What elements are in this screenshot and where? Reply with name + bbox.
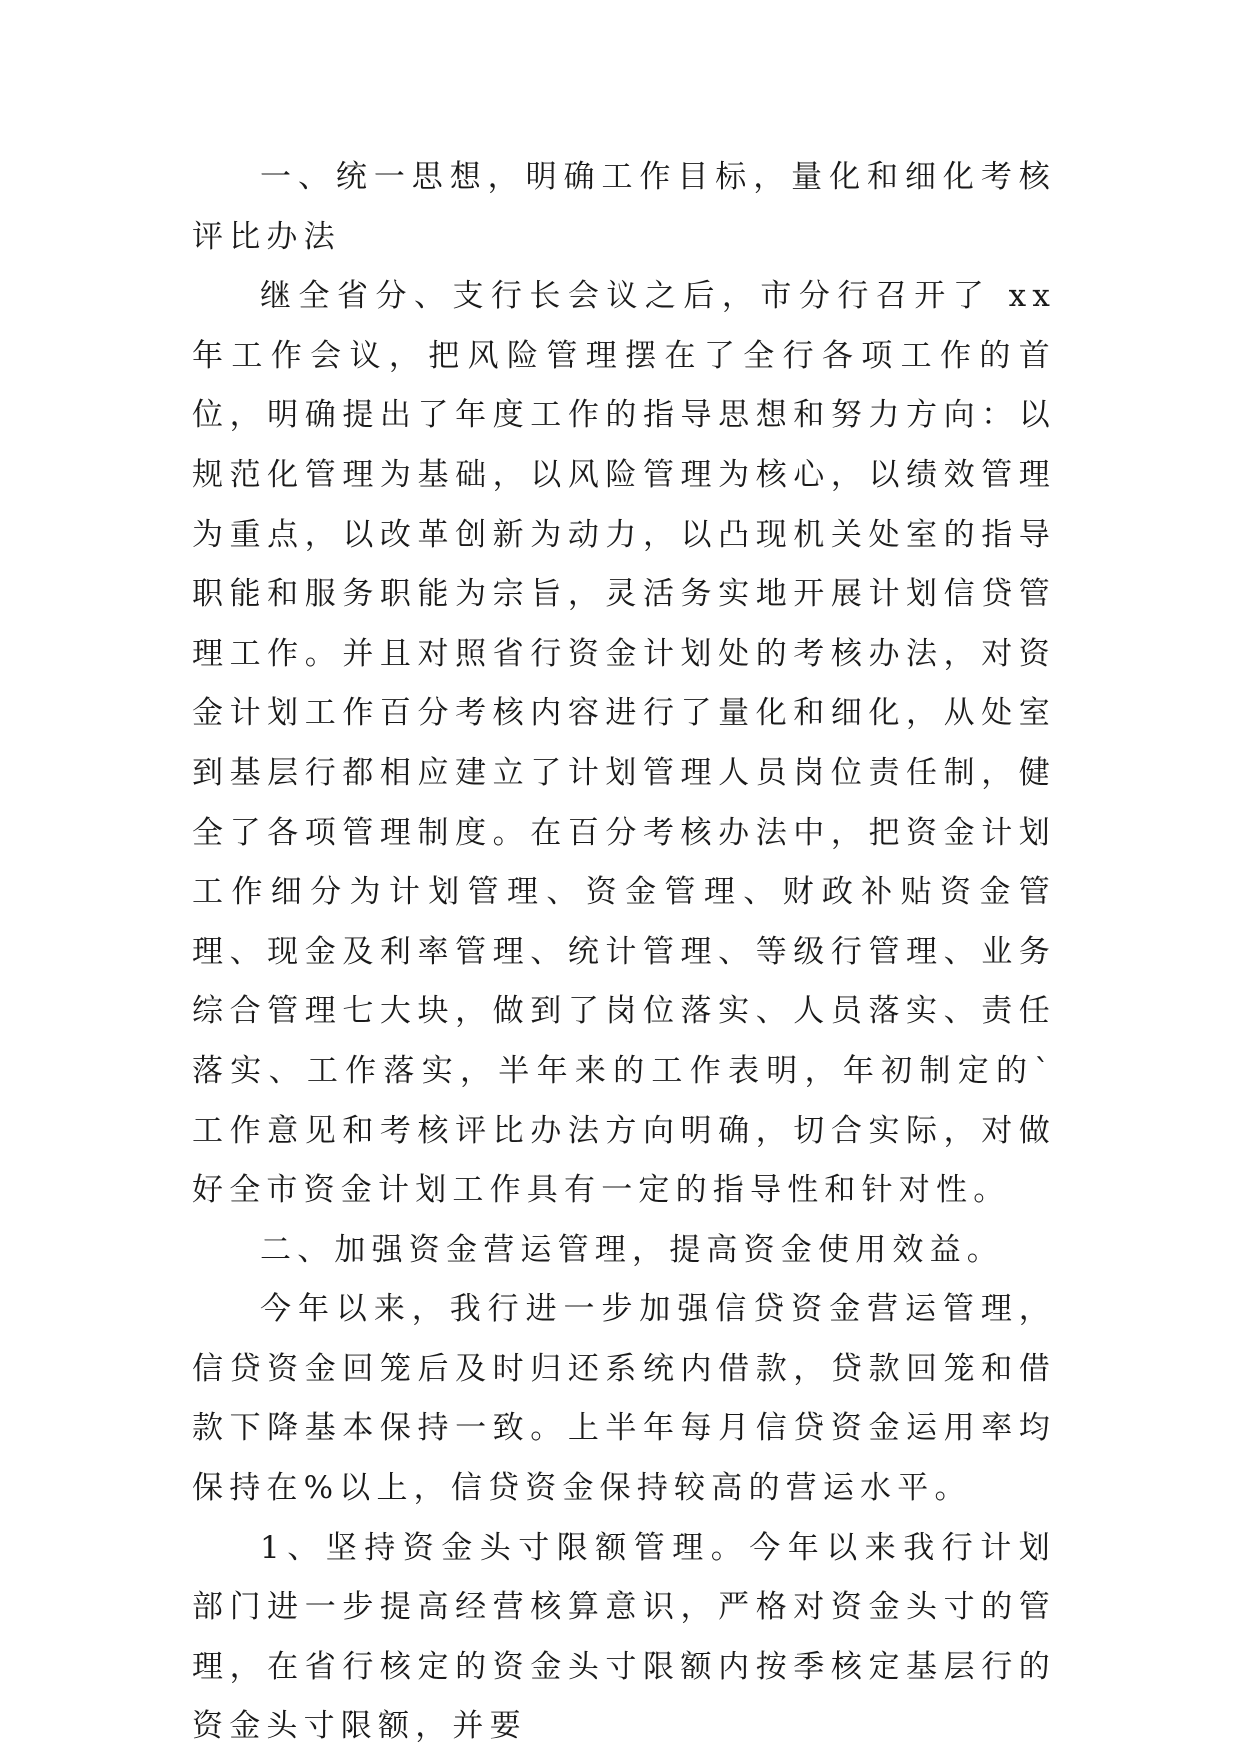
document-page bbox=[192, 148, 1056, 1757]
body-paragraph-3: 1、坚持资金头寸限额管理。今年以来我行计划部门进一步提高经营核算意识，严格对资金头寸的管理，在省行核定的资金头寸限额内按季核定基层行的资金头寸限额，并要 bbox=[192, 1529, 1056, 1745]
section-heading-2: 二、加强资金营运管理，提高资金使用效益。 bbox=[260, 1231, 1004, 1268]
body-paragraph-2: 今年以来，我行进一步加强信贷资金营运管理，信贷资金回笼后及时归还系统内借款，贷款回笼和借款下降基本保持一致。上半年每月信贷资金运用率均保持在%以上，信贷资金保持较高的营运水平。 bbox=[192, 1291, 1056, 1507]
section-heading-1: 一、统一思想，明确工作目标，量化和细化考核评比办法 bbox=[192, 159, 1056, 255]
body-paragraph-1: 继全省分、支行长会议之后，市分行召开了 xx 年工作会议，把风险管理摆在了全行各项工作的首位，明确提出了年度工作的指导思想和努力方向：以规范化管理为基础，以风险管理为核心，以绩效管理为重点，以改革创新为动力，以凸现机关处室的指导职能和服务职能为宗旨，灵活务实地开展计划信贷管理工作。并且对照省行资金计划处的考核办法，对资金计划工作百分考核内容进行了量化和细化，从处室到基层行都相应建立了计划管理人员岗位责任制，健全了各项管理制度。在百分考核办法中，把资金计划工作细分为计划管理、资金管理、财政补贴资金管理、现金及利率管理、统计管理、等级行管理、业务综合管理七大块，做到了岗位落实、人员落实、责任落实、工作落实，半年来的工作表明，年初制定的`工作意见和考核评比办法方向明确，切合实际，对做好全市资金计划工作具有一定的指导性和针对性。 bbox=[192, 278, 1056, 1209]
